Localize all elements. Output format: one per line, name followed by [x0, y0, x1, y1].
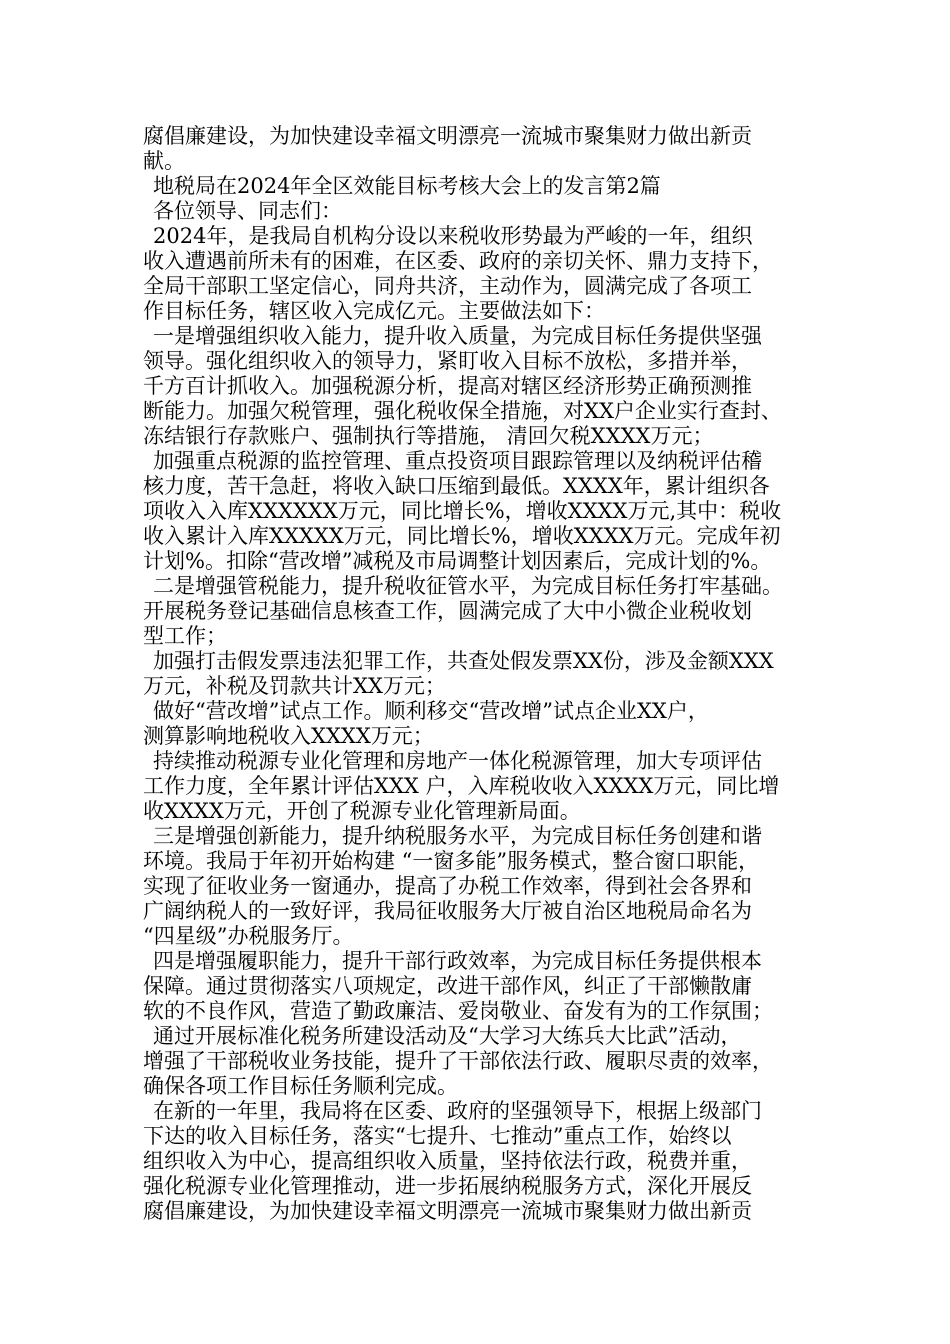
text-line: 实现了征收业务一窗通办，提高了办税工作效率，得到社会各界和: [143, 874, 752, 898]
text-line: 收入累计入库XXXXX万元，同比增长%，增收XXXX万元。完成年初: [143, 524, 781, 548]
text-line: 确保各项工作目标任务顺利完成。: [143, 1074, 458, 1098]
text-line: “四星级”办税服务厅。: [143, 924, 354, 948]
text-line: 工作力度，全年累计评估XXX 户，入库税收收入XXXX万元，同比增: [143, 774, 780, 798]
text-line: 组织收入为中心，提高组织收入质量，坚持依法行政，税费并重，: [143, 1149, 752, 1173]
text-line: 持续推动税源专业化管理和房地产一体化税源管理，加大专项评估: [153, 749, 762, 773]
text-line: 2024年，是我局自机构分设以来税收形势最为严峻的一年，组织: [153, 224, 753, 248]
text-line: 地税局在2024年全区效能目标考核大会上的发言第2篇: [153, 174, 661, 198]
text-line: 千方百计抓收入。加强税源分析，提高对辖区经济形势正确预测推: [143, 374, 752, 398]
text-line: 在新的一年里，我局将在区委、政府的坚强领导下，根据上级部门: [153, 1099, 762, 1123]
text-line: 项收入入库XXXXXX万元，同比增长%，增收XXXX万元,其中：税收: [143, 499, 782, 523]
text-line: 冻结银行存款账户、强制执行等措施， 清回欠税XXXX万元；: [143, 424, 714, 448]
text-line: 测算影响地税收入XXXX万元；: [143, 724, 434, 748]
text-line: 环境。我局于年初开始构建 “一窗多能”服务模式，整合窗口职能，: [143, 849, 760, 873]
text-line: 保障。通过贯彻落实八项规定，改进干部作风，纠正了干部懒散庸: [143, 974, 752, 998]
text-line: 通过开展标准化税务所建设活动及“大学习大练兵大比武”活动，: [153, 1024, 742, 1048]
text-line: 一是增强组织收入能力，提升收入质量，为完成目标任务提供坚强: [153, 324, 762, 348]
text-line: 做好“营改增”试点工作。顺利移交“营改增”试点企业XX户，: [153, 699, 709, 723]
text-line: 开展税务登记基础信息核查工作，圆满完成了大中小微企业税收划: [143, 599, 752, 623]
text-line: 领导。强化组织收入的领导力，紧盯收入目标不放松，多措并举，: [143, 349, 752, 373]
text-line: 型工作；: [143, 624, 227, 648]
text-line: 下达的收入目标任务，落实“七提升、七推动”重点工作，始终以: [143, 1124, 732, 1148]
text-line: 加强重点税源的监控管理、重点投资项目跟踪管理以及纳税评估稽: [153, 449, 762, 473]
text-line: 强化税源专业化管理推动，进一步拓展纳税服务方式，深化开展反: [143, 1174, 752, 1198]
text-line: 加强打击假发票违法犯罪工作，共查处假发票XX份，涉及金额XXX: [153, 649, 774, 673]
text-line: 各位领导、同志们：: [153, 199, 342, 223]
text-line: 收XXXX万元，开创了税源专业化管理新局面。: [143, 799, 581, 823]
document-body: [143, 124, 815, 1224]
text-line: 万元，补税及罚款共计XX万元；: [143, 674, 446, 698]
text-line: 献。: [143, 149, 185, 173]
text-line: 断能力。加强欠税管理，强化税收保全措施，对XX户企业实行查封、: [143, 399, 782, 423]
text-line: 计划%。扣除“营改增”减税及市局调整计划因素后，完成计划的%。: [143, 549, 772, 573]
text-line: 腐倡廉建设，为加快建设幸福文明漂亮一流城市聚集财力做出新贡: [143, 124, 752, 148]
text-line: 广阔纳税人的一致好评，我局征收服务大厅被自治区地税局命名为: [143, 899, 752, 923]
text-line: 四是增强履职能力，提升干部行政效率，为完成目标任务提供根本: [153, 949, 762, 973]
text-line: 二是增强管税能力，提升税收征管水平，为完成目标任务打牢基础。: [153, 574, 783, 598]
text-line: 三是增强创新能力，提升纳税服务水平，为完成目标任务创建和谐: [153, 824, 762, 848]
text-line: 软的不良作风，营造了勤政廉洁、爱岗敬业、奋发有为的工作氛围；: [143, 999, 773, 1023]
text-line: 全局干部职工坚定信心，同舟共济，主动作为，圆满完成了各项工: [143, 274, 752, 298]
text-line: 腐倡廉建设，为加快建设幸福文明漂亮一流城市聚集财力做出新贡: [143, 1199, 752, 1223]
text-line: 核力度，苦干急赶，将收入缺口压缩到最低。XXXX年，累计组织各: [143, 474, 770, 498]
text-line: 增强了干部税收业务技能，提升了干部依法行政、履职尽责的效率，: [143, 1049, 773, 1073]
text-line: 作目标任务，辖区收入完成亿元。主要做法如下：: [143, 299, 605, 323]
text-line: 收入遭遇前所未有的困难，在区委、政府的亲切关怀、鼎力支持下，: [143, 249, 773, 273]
